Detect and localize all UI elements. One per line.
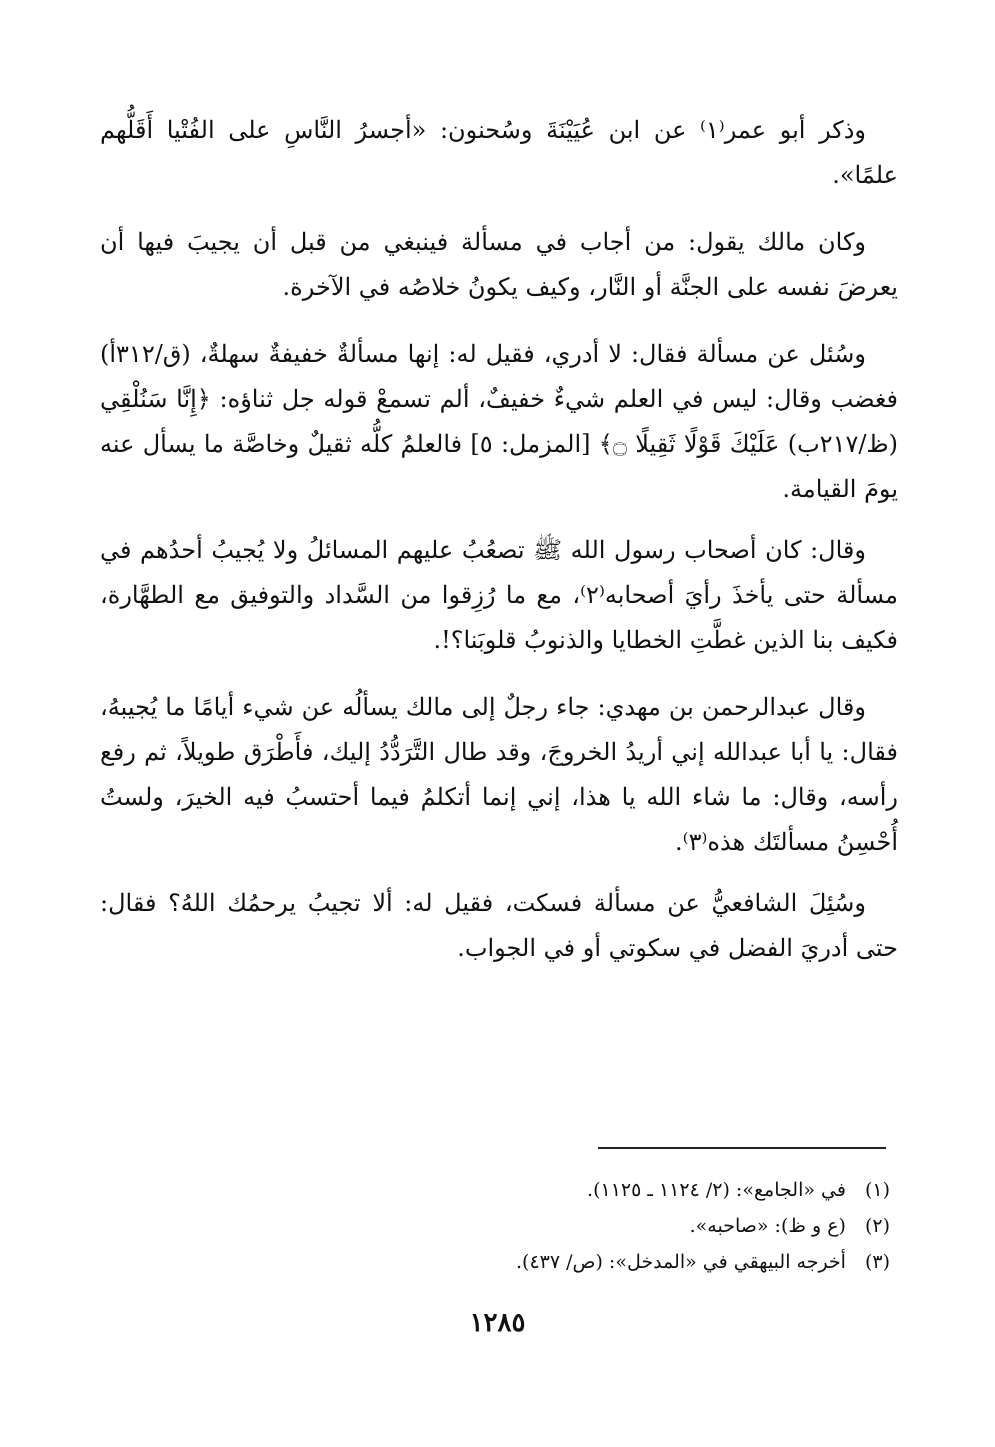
footnote-number: (٢) bbox=[864, 1215, 890, 1237]
footnote-2 bbox=[300, 1208, 890, 1244]
paragraph-6: وسُئِلَ الشافعيُّ عن مسألة فسكت، فقيل له: ألا تجيبُ يرحمُك اللهُ؟ فقال: حتى أدريَ الفضل في سكوتي أو في الجواب. bbox=[100, 889, 898, 962]
footnote-text: (ع و ظ): «صاحبه». bbox=[689, 1215, 846, 1237]
main-text bbox=[100, 108, 898, 993]
paragraph-4: وقال: كان أصحاب رسول الله ﷺ تصعُبُ عليهم المسائلُ ولا يُجيبُ أحدُهم في مسألة حتى يأخذَ رأيَ أصحابه⁽٢⁾، مع ما رُزِقوا من السَّداد والتوفيق مع الطهَّارة، فكيف بنا الذين غطَّتِ الخطايا والذنوبُ قلوبَنا؟!. bbox=[100, 536, 898, 654]
footnote-text: في «الجامع»: (٢/ ١١٢٤ ـ ١١٢٥). bbox=[587, 1179, 846, 1201]
paragraph-3: وسُئل عن مسألة فقال: لا أدري، فقيل له: إنها مسألةٌ خفيفةٌ سهلةٌ، (ق/٣١٢أ) فغضب وقال: ليس في العلم شيءٌ خفيفٌ، ألم تسمعْ قوله جل ثناؤه: ﴿إِنَّا سَنُلْقِي (ظ/٢١٧ب) عَلَيْكَ قَوْلًا ثَقِيلًا ۝﴾ [المزمل: ٥] فالعلمُ كلُّه ثقيلٌ وخاصَّة ما يسأل عنه يومَ القيامة. bbox=[100, 340, 898, 503]
paragraph-5: وقال عبدالرحمن بن مهدي: جاء رجلٌ إلى مالك يسألُه عن شيء أيامًا ما يُجيبهُ، فقال: يا أبا عبدالله إني أريدُ الخروجَ، وقد طال التَّرَدُّدُ إليك، فأَطْرَق طويلاً، ثم رفع رأسه، وقال: ما شاء الله يا هذا، إني إنما أتكلمُ فيما أحتسبُ فيه الخيرَ، ولستُ أُحْسِنُ مسألتَك هذه⁽٣⁾. bbox=[100, 693, 898, 856]
page-number: ١٢٨٥ bbox=[469, 1308, 526, 1338]
footnote-text: أخرجه البيهقي في «المدخل»: (ص/ ٤٣٧). bbox=[515, 1251, 846, 1273]
footnote-3 bbox=[300, 1244, 890, 1280]
footnote-number: (١) bbox=[864, 1179, 890, 1201]
footnote-number: (٣) bbox=[864, 1251, 890, 1273]
footnote-separator bbox=[598, 1147, 886, 1149]
footnote-1 bbox=[300, 1172, 890, 1208]
footnotes bbox=[300, 1172, 890, 1280]
paragraph-2: وكان مالك يقول: من أجاب في مسألة فينبغي من قبل أن يجيبَ فيها أن يعرضَ نفسه على الجنَّة أو النَّار، وكيف يكونُ خلاصُه في الآخرة. bbox=[100, 228, 898, 301]
paragraph-1: وذكر أبو عمر⁽١⁾ عن ابن عُيَيْنَةَ وسُحنون: «أجسرُ النَّاسِ على الفُتْيا أَقَلُّهم علمًا». bbox=[100, 116, 898, 189]
